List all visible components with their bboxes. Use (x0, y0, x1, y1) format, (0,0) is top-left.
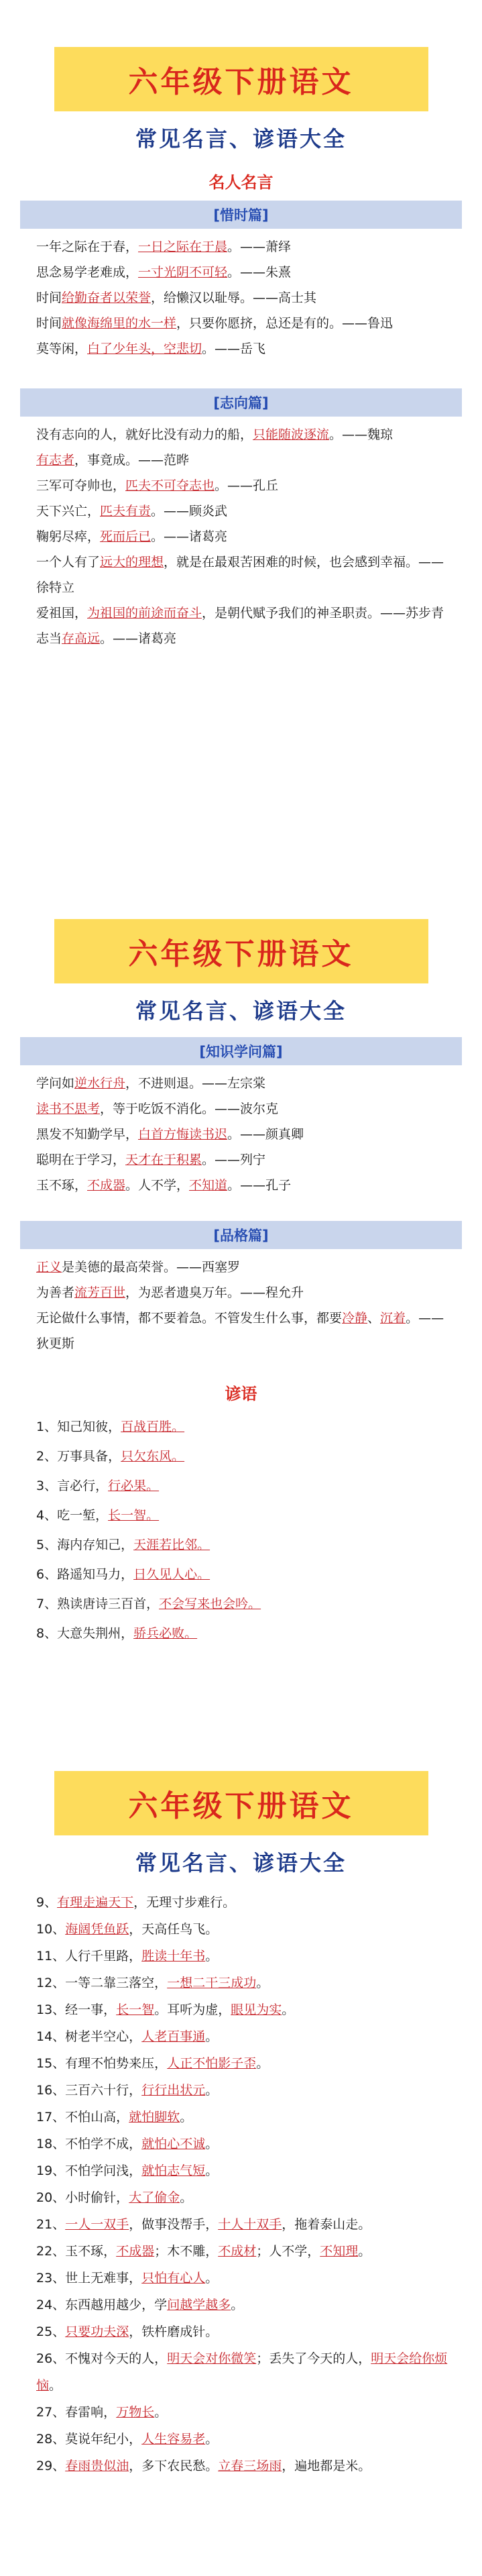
line-text: 一年之际在于春， (36, 239, 139, 254)
text-line (36, 2184, 448, 2211)
banner-title: 六年级下册语文 (54, 47, 428, 111)
line-text: 无论做什么事情，都不要着急。不管发生什么事，都要 (36, 1311, 343, 1326)
text-line (36, 1589, 448, 1619)
line-text: 20、小时偷针， (36, 2190, 129, 2205)
text-line (36, 626, 448, 651)
highlight-phrase: 白首方悔读书迟 (138, 1127, 228, 1142)
line-text: 天下兴亡， (36, 504, 101, 519)
line-text: ，事竟成。——范晔 (74, 453, 190, 468)
highlight-phrase: 只要功夫深 (65, 2324, 129, 2339)
text-line (36, 549, 448, 600)
text-line (36, 422, 448, 447)
highlight-phrase: 胜读十年书 (141, 1949, 206, 1964)
highlight-phrase: 春雨贵似油 (65, 2459, 129, 2473)
line-text: 。——孔丘 (215, 478, 279, 493)
highlight-phrase: 不知道 (189, 1178, 228, 1193)
text-line (36, 2426, 448, 2453)
text-line (36, 1280, 448, 1305)
highlight-phrase: 一人一双手 (65, 2217, 129, 2232)
text-line (36, 2399, 448, 2426)
text-line (36, 2238, 448, 2265)
highlight-phrase: 为祖国的前途而奋斗 (87, 606, 202, 621)
highlight-phrase: 就怕心不诚 (141, 2137, 206, 2151)
highlight-phrase: 读书不思考 (36, 1102, 101, 1116)
line-text: 。耳听为虚， (154, 2002, 231, 2017)
highlight-phrase: 存高远 (62, 631, 101, 646)
line-text: 玉不琢， (36, 1178, 88, 1193)
line-text: 8、大意失荆州， (36, 1626, 134, 1641)
line-text: 三军可夺帅也， (36, 478, 126, 493)
line-text: ，给懒汉以耻辱。——高士其 (151, 290, 317, 305)
highlight-phrase: 万物长 (116, 2405, 155, 2420)
line-text: 。——孔子 (227, 1178, 292, 1193)
card-1 (0, 47, 482, 651)
highlight-phrase: 一日之际在于晨 (138, 239, 228, 254)
line-text: ，只要你愿挤，总还是有的。——鲁迅 (176, 316, 394, 331)
text-line (36, 1412, 448, 1442)
line-text: 思念易学老难成， (36, 265, 139, 280)
text-line (36, 1254, 448, 1280)
famous-title: 名人名言 (208, 173, 274, 192)
line-text: 。 (256, 1976, 269, 1990)
category-zhixiang: [志向篇] (20, 388, 462, 417)
text-line (36, 285, 448, 311)
line-text: 19、不怕学问浅， (36, 2163, 142, 2178)
highlight-phrase: 一想二干三成功 (167, 1976, 257, 1990)
line-text: 莫等闲， (36, 341, 88, 356)
highlight-phrase: 长一智 (116, 2002, 155, 2017)
line-text: 时间 (36, 290, 62, 305)
line-text: 。 (231, 2298, 244, 2312)
line-text: 23、世上无难事， (36, 2271, 142, 2286)
highlight-phrase: 大了偷金 (129, 2190, 180, 2205)
text-line (36, 498, 448, 524)
line-text: ，无理寸步难行。 (133, 1895, 236, 1910)
line-text: 。 (358, 2244, 371, 2259)
line-text: 是美德的最高荣誉。——西塞罗 (62, 1260, 241, 1275)
zhixiang-lines (0, 422, 482, 651)
line-text: 。——颜真卿 (227, 1127, 304, 1142)
text-line (36, 260, 448, 285)
text-line (36, 2050, 448, 2077)
highlight-phrase: 就怕脚软 (129, 2110, 180, 2125)
line-text: 。——诸葛亮 (100, 631, 177, 646)
line-text: 15、有理不怕势来压， (36, 2056, 168, 2071)
line-text: ，做事没帮手， (129, 2217, 219, 2232)
text-line (36, 2345, 448, 2399)
highlight-phrase: 天涯若比邻。 (133, 1538, 210, 1552)
line-text: 黑发不知勤学早， (36, 1127, 139, 1142)
line-text: 。 (180, 2110, 193, 2125)
line-text: 没有志向的人，就好比没有动力的船， (36, 427, 253, 442)
highlight-phrase: 十人十双手 (218, 2217, 282, 2232)
line-text: 4、吃一堑， (36, 1508, 109, 1523)
highlight-phrase: 不成器 (116, 2244, 155, 2259)
text-line (36, 1530, 448, 1560)
highlight-phrase: 人老百事通 (141, 2029, 206, 2044)
line-text: 时间 (36, 316, 62, 331)
highlight-phrase: 眼见为实 (231, 2002, 282, 2017)
line-text: 。——魏琼 (329, 427, 394, 442)
text-line (36, 336, 448, 362)
highlight-phrase: 只欠东风。 (121, 1449, 185, 1464)
text-line (36, 2131, 448, 2157)
card-3 (0, 1771, 482, 2479)
line-text: ，为恶者遗臭万年。——程允升 (125, 1285, 304, 1300)
text-line (36, 2077, 448, 2104)
highlight-phrase: 一寸光阴不可轻 (138, 265, 228, 280)
line-text: 聪明在于学习， (36, 1152, 126, 1167)
highlight-phrase: 有理走遍天下 (57, 1895, 134, 1910)
highlight-phrase: 立春三场雨 (218, 2459, 282, 2473)
line-text: ，铁杵磨成针。 (129, 2324, 219, 2339)
banner-title: 六年级下册语文 (54, 919, 428, 983)
line-text: 。 (205, 2271, 219, 2286)
highlight-phrase: 正义 (36, 1260, 62, 1275)
line-text: 25、 (36, 2324, 66, 2339)
line-text: 9、 (36, 1895, 58, 1910)
highlight-phrase: 天才在于积累 (125, 1152, 202, 1167)
line-text: 10、 (36, 1922, 66, 1937)
line-text: 。——岳飞 (202, 341, 266, 356)
line-text: 为善者 (36, 1285, 75, 1300)
line-text: 。 (49, 2378, 62, 2393)
highlight-phrase: 只怕有心人 (141, 2271, 206, 2286)
subtitle: 常见名言、谚语大全 (135, 998, 347, 1024)
line-text: 。——萧绎 (227, 239, 292, 254)
text-line (36, 2023, 448, 2050)
line-text: 。——顾炎武 (151, 504, 228, 519)
highlight-phrase: 人正不怕影子歪 (167, 2056, 257, 2071)
text-line (36, 2292, 448, 2318)
highlight-phrase: 不成材 (218, 2244, 257, 2259)
highlight-phrase: 给勤奋者以荣誉 (62, 290, 152, 305)
line-text: 。 (256, 2056, 269, 2071)
text-line (36, 447, 448, 473)
line-text: 。 (205, 2163, 219, 2178)
text-line (36, 1916, 448, 1943)
highlight-phrase: 沉着 (380, 1311, 406, 1326)
line-text: 7、熟读唐诗三百首， (36, 1597, 160, 1611)
line-text: ；丢失了今天的人， (256, 2351, 371, 2366)
line-text: 志当 (36, 631, 62, 646)
highlight-phrase: 死而后已 (100, 529, 152, 544)
line-text: ，拖着泰山走。 (282, 2217, 371, 2232)
line-text: 鞠躬尽瘁， (36, 529, 101, 544)
text-line (36, 1943, 448, 1970)
highlight-phrase: 日久见人心。 (133, 1567, 210, 1582)
line-text: 13、经一事， (36, 2002, 117, 2017)
line-text: 爱祖国， (36, 606, 88, 621)
banner-title: 六年级下册语文 (54, 1771, 428, 1835)
line-text: 。——狄更斯 (36, 1311, 444, 1351)
text-line (36, 1501, 448, 1530)
highlight-phrase: 冷静 (342, 1311, 368, 1326)
card-2 (0, 919, 482, 1648)
zhishi-lines (0, 1071, 482, 1198)
highlight-phrase: 不知理 (320, 2244, 359, 2259)
text-line (36, 2211, 448, 2238)
highlight-phrase: 流芳百世 (74, 1285, 126, 1300)
highlight-phrase: 人生容易老 (141, 2432, 206, 2447)
subtitle: 常见名言、谚语大全 (135, 126, 347, 152)
line-text: 5、海内存知己， (36, 1538, 134, 1552)
line-text: ，等于吃饭不消化。——波尔克 (100, 1102, 279, 1116)
line-text: 18、不怕学不成， (36, 2137, 142, 2151)
line-text: 。——诸葛亮 (151, 529, 228, 544)
highlight-phrase: 就像海绵里的水一样 (62, 316, 177, 331)
text-line (36, 1619, 448, 1648)
line-text: 17、不怕山高， (36, 2110, 129, 2125)
highlight-phrase: 海阔凭鱼跃 (65, 1922, 129, 1937)
line-text: 。 (282, 2002, 295, 2017)
highlight-phrase: 白了少年头，空悲切 (87, 341, 202, 356)
proverbs-lines-1 (0, 1412, 482, 1648)
highlight-phrase: 行行出状元 (141, 2083, 206, 2098)
category-xishi: [惜时篇] (20, 201, 462, 229)
category-pinge: [品格篇] (20, 1221, 462, 1249)
line-text: ，不进则退。——左宗棠 (125, 1076, 266, 1091)
text-line (36, 1122, 448, 1147)
highlight-phrase: 骄兵必败。 (133, 1626, 198, 1641)
highlight-phrase: 长一智。 (108, 1508, 160, 1523)
highlight-phrase: 逆水行舟 (74, 1076, 126, 1091)
line-text: 。 (154, 2405, 168, 2420)
text-line (36, 1996, 448, 2023)
text-line (36, 1970, 448, 1996)
text-line (36, 1471, 448, 1501)
line-text: 。 (205, 1949, 219, 1964)
proverbs-lines-2 (0, 1889, 482, 2479)
line-text: 27、春雷响， (36, 2405, 117, 2420)
subtitle: 常见名言、谚语大全 (135, 1850, 347, 1876)
line-text: 24、东西越用越少，学 (36, 2298, 168, 2312)
text-line (36, 2318, 448, 2345)
highlight-phrase: 百战百胜。 (121, 1419, 185, 1434)
highlight-phrase: 远大的理想 (100, 555, 164, 570)
proverbs-title: 谚语 (225, 1385, 257, 1403)
line-text: ，就是在最艰苦困难的时候，也会感到幸福。——徐特立 (36, 555, 444, 595)
line-text: 。人不学， (125, 1178, 190, 1193)
line-text: ；人不学， (256, 2244, 320, 2259)
text-line (36, 2104, 448, 2131)
text-line (36, 1305, 448, 1356)
text-line (36, 311, 448, 336)
line-text: 2、万事具备， (36, 1449, 121, 1464)
highlight-phrase: 匹夫不可夺志也 (125, 478, 215, 493)
highlight-phrase: 问越学越多 (167, 2298, 231, 2312)
line-text: 28、莫说年纪小， (36, 2432, 142, 2447)
line-text: 。——列宁 (202, 1152, 266, 1167)
text-line (36, 2453, 448, 2479)
line-text: 、 (367, 1311, 381, 1326)
line-text: 14、树老半空心， (36, 2029, 142, 2044)
text-line (36, 1889, 448, 1916)
text-line (36, 2265, 448, 2292)
highlight-phrase: 不会写来也会吟。 (159, 1597, 261, 1611)
highlight-phrase: 就怕志气短 (141, 2163, 206, 2178)
category-zhishi: [知识学问篇] (20, 1037, 462, 1065)
line-text: 12、一等二靠三落空， (36, 1976, 168, 1990)
line-text: 21、 (36, 2217, 66, 2232)
line-text: 22、玉不琢， (36, 2244, 117, 2259)
text-line (36, 1147, 448, 1173)
pinge-lines (0, 1254, 482, 1356)
text-line (36, 234, 448, 260)
text-line (36, 1560, 448, 1589)
text-line (36, 1071, 448, 1096)
line-text: 3、言必行， (36, 1479, 109, 1493)
highlight-phrase: 匹夫有责 (100, 504, 152, 519)
highlight-phrase: 只能随波逐流 (253, 427, 330, 442)
line-text: ，天高任鸟飞。 (129, 1922, 219, 1937)
line-text: 。——朱熹 (227, 265, 292, 280)
line-text: 。 (205, 2432, 219, 2447)
line-text: 。 (205, 2137, 219, 2151)
line-text: 。 (205, 2083, 219, 2098)
highlight-phrase: 不成器 (87, 1178, 126, 1193)
line-text: 26、不愧对今天的人， (36, 2351, 168, 2366)
text-line (36, 473, 448, 498)
line-text: 29、 (36, 2459, 66, 2473)
text-line (36, 2157, 448, 2184)
line-text: 16、三百六十行， (36, 2083, 142, 2098)
line-text: 。 (180, 2190, 193, 2205)
line-text: ；木不雕， (154, 2244, 219, 2259)
text-line (36, 1096, 448, 1122)
xishi-lines (0, 234, 482, 362)
line-text: ，多下农民愁。 (129, 2459, 219, 2473)
line-text: ，是朝代赋予我们的神圣职责。——苏步青 (202, 606, 444, 621)
line-text: 一个人有了 (36, 555, 101, 570)
line-text: 1、知己知彼， (36, 1419, 121, 1434)
line-text: 11、人行千里路， (36, 1949, 142, 1964)
text-line (36, 524, 448, 549)
line-text: 6、路遥知马力， (36, 1567, 134, 1582)
line-text: 学问如 (36, 1076, 75, 1091)
text-line (36, 1173, 448, 1198)
highlight-phrase: 行必果。 (108, 1479, 160, 1493)
highlight-phrase: 明天会给你烦恼 (36, 2351, 448, 2393)
highlight-phrase: 有志者 (36, 453, 75, 468)
text-line (36, 600, 448, 626)
text-line (36, 1442, 448, 1471)
highlight-phrase: 明天会对你微笑 (167, 2351, 257, 2366)
line-text: ，遍地都是米。 (282, 2459, 371, 2473)
line-text: 。 (205, 2029, 219, 2044)
